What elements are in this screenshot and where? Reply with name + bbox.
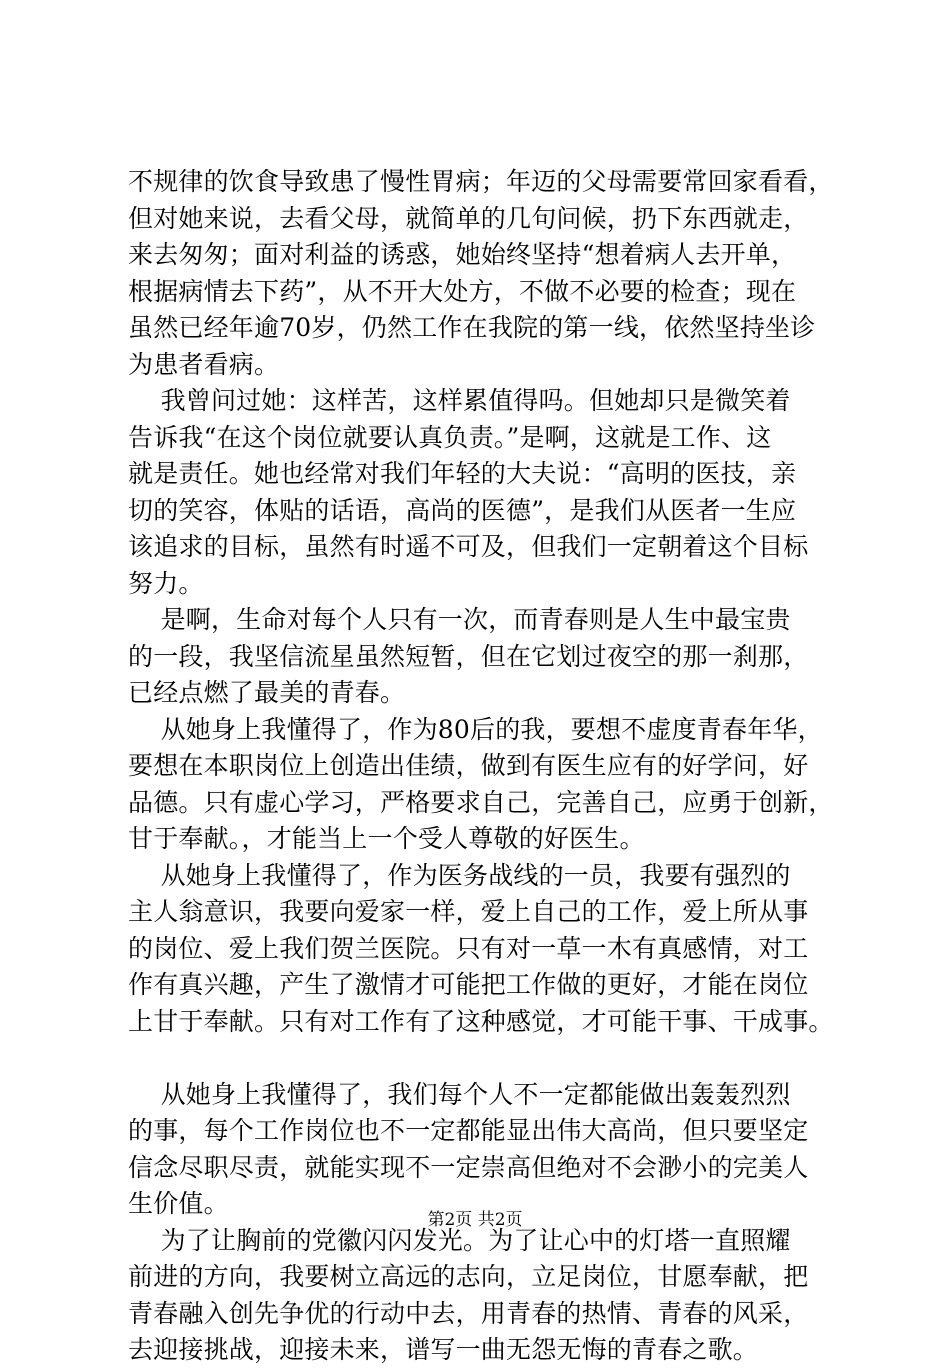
text-line: 从她身上我懂得了，作为80后的我，要想不虚度青春年华， [128, 714, 823, 744]
text-line: 是啊，生命对每个人只有一次，而青春则是人生中最宝贵 [128, 605, 791, 634]
text-line: 的一段，我坚信流星虽然短暂，但在它划过夜空的那一刹那， [128, 641, 809, 671]
text-line: 已经点燃了最美的青春。 [128, 678, 406, 707]
text-line: 不规律的饮食导致患了慢性胃病；年迈的父母需要常回家看看， [128, 167, 834, 196]
text-line: 甘于奉献。，才能当上一个受人尊敬的好医生。 [128, 824, 645, 853]
text-line: 为患者看病。 [128, 349, 280, 379]
text-line: 去迎接挑战，迎接未来，谱写一曲无怨无悔的青春之歌。 [128, 1335, 759, 1364]
text-line: 从她身上我懂得了，作为医务战线的一员，我要有强烈的 [128, 860, 791, 890]
text-line: 生价值。 [128, 1189, 229, 1218]
text-line: 的事，每个工作岗位也不一定都能显出伟大高尚，但只要坚定 [128, 1116, 809, 1145]
text-line: 前进的方向，我要树立高远的志向，立足岗位，甘愿奉献，把 [128, 1262, 809, 1291]
blank-line [128, 1040, 854, 1077]
text-line: 该追求的目标，虽然有时遥不可及，但我们一定朝着这个目标 [128, 532, 809, 561]
text-line: 虽然已经年逾70岁，仍然工作在我院的第一线，依然坚持坐诊 [128, 313, 816, 342]
text-line: 努力。 [128, 568, 204, 598]
text-line: 青春融入创先争优的行动中去，用青春的热情、青春的风采， [128, 1298, 809, 1328]
text-line: 主人翁意识，我要向爱家一样，爱上自己的工作，爱上所从事 [128, 897, 809, 926]
text-line: 但对她来说，去看父母，就简单的几句问候，扔下东西就走， [128, 203, 809, 233]
text-line: 为了让胸前的党徽闪闪发光。为了让心中的灯塔一直照耀 [128, 1225, 791, 1255]
text-line: 来去匆匆；面对利益的诱惑，她始终坚持“想着病人去开单， [128, 240, 797, 269]
text-line: 的岗位、爱上我们贺兰医院。只有对一草一木有真感情，对工 [128, 933, 809, 963]
text-line: 我曾问过她：这样苦，这样累值得吗。但她却只是微笑着 [128, 386, 791, 415]
page-number-footer: 第2页 共2页 [427, 1210, 523, 1230]
text-line: 告诉我“在这个岗位就要认真负责。”是啊，这就是工作、这 [128, 422, 772, 452]
text-line: 上甘于奉献。只有对工作有了这种感觉，才可能干事、干成事。 [128, 1006, 834, 1036]
text-line: 信念尽职尽责，就能实现不一定崇高但绝对不会渺小的完美人 [128, 1152, 809, 1182]
text-line: 从她身上我懂得了，我们每个人不一定都能做出轰轰烈烈 [128, 1079, 791, 1109]
document-body [128, 164, 854, 1369]
text-line: 根据病情去下药”，从不开大处方，不做不必要的检查；现在 [128, 276, 797, 306]
text-line: 作有真兴趣，产生了激情才可能把工作做的更好，才能在岗位 [128, 970, 809, 999]
text-line: 品德。只有虚心学习，严格要求自己，完善自己，应勇于创新， [128, 787, 834, 817]
text-line: 要想在本职岗位上创造出佳绩，做到有医生应有的好学问，好 [128, 751, 809, 780]
text-line: 切的笑容，体贴的话语，高尚的医德”，是我们从医者一生应 [128, 495, 797, 525]
text-line: 就是责任。她也经常对我们年轻的大夫说：“高明的医技，亲 [128, 459, 797, 488]
